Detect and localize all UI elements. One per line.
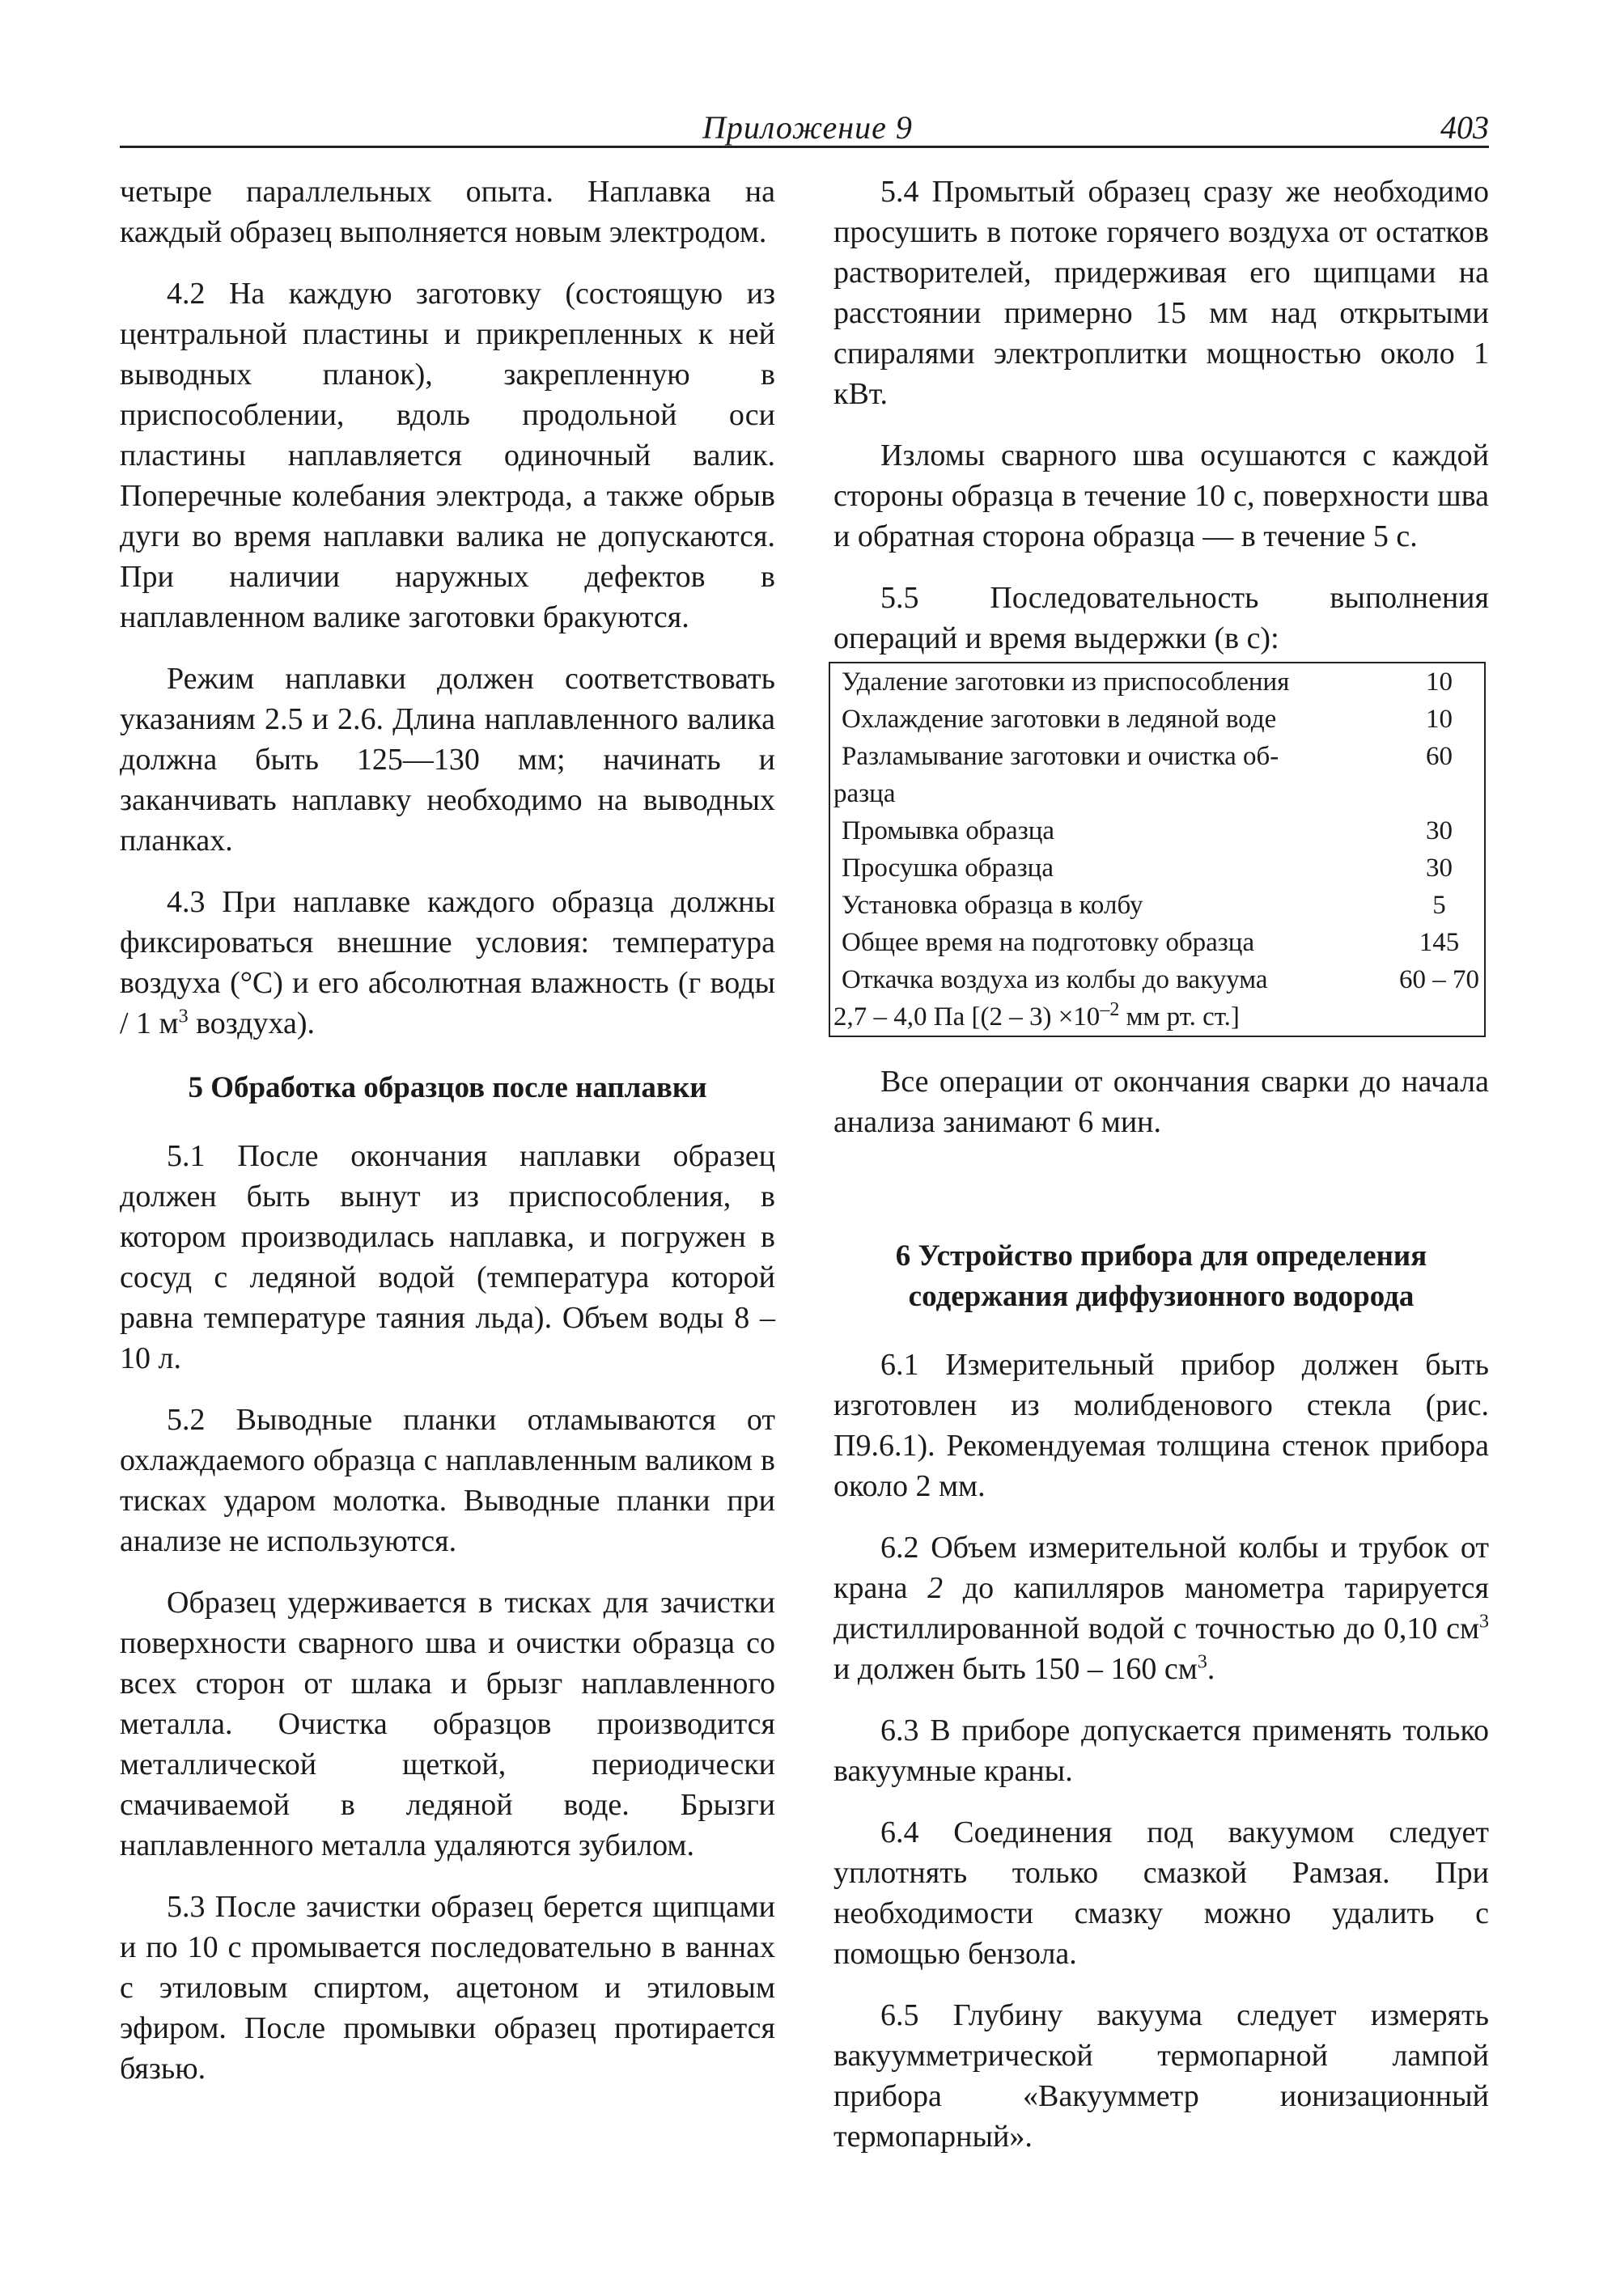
table-row xyxy=(829,701,1485,738)
paragraph-6-1: 6.1 Измерительный прибор должен быть изготовлен из молибденового стекла (рис. П9.6.1). Рекомендуемая толщина стенок прибора около 2 мм. xyxy=(833,1348,1489,1503)
table-cell-label: Удаление заготовки из приспособления xyxy=(842,667,1290,697)
paragraph-6-4: 6.4 Соединения под вакуумом следует уплотнять только смазкой Рамзая. При необходимости смазку можно удалить с помощью бензола. xyxy=(833,1815,1489,1971)
section-heading-6: 6 Устройство прибора для определения содержания диффузионного водорода xyxy=(895,1239,1427,1313)
table-row xyxy=(829,924,1485,961)
table-row xyxy=(829,775,1485,812)
table-cell-value: 60 – 70 xyxy=(1399,965,1479,994)
table-cell-value xyxy=(1394,775,1485,812)
paragraph-4-2: 4.2 На каждую заготовку (состоящую из центральной пластины и прикрепленных к ней выводных планок), закрепленную в приспособлении, вдоль продольной оси пластины наплавляется одиночный валик. Поперечные колебания электрода, а также обрыв дуги во время наплавки валика не допускаются. При наличии наружных дефектов в наплавленном валике заготовки бракуются. xyxy=(120,277,775,634)
table-row xyxy=(829,812,1485,849)
table-cell-label: Установка образца в колбу xyxy=(842,891,1143,920)
table-cell-value: 60 xyxy=(1426,742,1453,771)
paragraph: Изломы сварного шва осушаются с каждой стороны образца в течение 10 с, поверхности шва и обратная сторона образца — в течение 5 с. xyxy=(833,438,1489,553)
running-title: Приложение 9 xyxy=(702,109,913,146)
table-cell-value: 5 xyxy=(1432,891,1446,920)
paragraph-5-4: 5.4 Промытый образец сразу же необходимо просушить в потоке горячего воздуха от остатков растворителей, придерживая его щипцами на расстоянии примерно 15 мм над открытыми спиралями электроплитки мощностью около 1 кВт. xyxy=(833,175,1489,411)
table-cell-value: 30 xyxy=(1426,854,1453,883)
paragraph: Все операции от окончания сварки до начала анализа занимают 6 мин. xyxy=(833,1065,1489,1139)
table-row xyxy=(829,961,1485,998)
paragraph-4-3: 4.3 При наплавке каждого образца должны фиксироваться внешние условия: температура воздуха (°С) и его абсолютная влажность (г воды / 1 $м^3$ воздуха). xyxy=(120,885,775,1040)
table-cell-value: 145 xyxy=(1419,928,1460,957)
table-cell-label: Просушка образца xyxy=(842,854,1054,883)
table-cell-value: 30 xyxy=(1426,816,1453,845)
table-cell-label: Разламывание заготовки и очистка об- xyxy=(842,742,1279,771)
left-column xyxy=(120,172,775,2110)
page-number: 403 xyxy=(1440,109,1489,146)
table-cell-label: Общее время на подготовку образца xyxy=(842,928,1255,957)
table-row xyxy=(829,849,1485,887)
table-cell-label: разца xyxy=(833,779,896,808)
paragraph-6-2: 6.2 Объем измерительной колбы и трубок от крана 2 до капилляров манометра тарируется дистиллированной водой с точностью до 0,10 $см^3$ и должен быть 150 – 160 $см^3$. xyxy=(833,1531,1489,1686)
table-cell-label: Откачка воздуха из колбы до вакуума xyxy=(842,965,1268,994)
paragraph-5-2: 5.2 Выводные планки отламываются от охлаждаемого образца с наплавленным валиком в тисках ударом молотка. Выводные планки при анализе не используются. xyxy=(120,1403,775,1558)
section-heading-5: 5 Обработка образцов после наплавки xyxy=(188,1071,707,1104)
table-row xyxy=(829,998,1485,1036)
paragraph: Режим наплавки должен соответствовать указаниям 2.5 и 2.6. Длина наплавленного валика должна быть 125—130 мм; начинать и заканчивать наплавку необходимо на выводных планках. xyxy=(120,662,775,858)
table-cell-label: Промывка образца xyxy=(842,816,1055,845)
paragraph: Образец удерживается в тисках для зачистки поверхности сварного шва и очистки образца со всех сторон от шлака и брызг наплавленного металла. Очистка образцов производится металлической щеткой, периодически смачиваемой в ледяной воде. Брызги наплавленного металла удаляются зубилом. xyxy=(120,1586,775,1862)
paragraph: четыре параллельных опыта. Наплавка на каждый образец выполняется новым электродом. xyxy=(120,175,775,249)
right-column xyxy=(833,172,1489,2178)
table-row xyxy=(829,663,1485,701)
paragraph-5-5: 5.5 Последовательность выполнения операций и время выдержки (в с): xyxy=(833,581,1489,655)
table-cell-label: 2,7 – 4,0 Па [$(2 - 3) \times 10^{-2}$ мм рт. ст.] xyxy=(833,999,1240,1032)
paragraph-5-3: 5.3 После зачистки образец берется щипцами и по 10 с промывается последовательно в ваннах с этиловым спиртом, ацетоном и этиловым эфиром. После промывки образец протирается бязью. xyxy=(120,1890,775,2086)
paragraph-5-1: 5.1 После окончания наплавки образец должен быть вынут из приспособления, в котором производилась наплавка, и погружен в сосуд с ледяной водой (температура которой равна температуре таяния льда). Объем воды 8 – 10 л. xyxy=(120,1139,775,1375)
table-cell-value: 10 xyxy=(1426,667,1453,697)
table-row xyxy=(829,738,1485,775)
page-header xyxy=(120,105,1489,148)
paragraph-6-3: 6.3 В приборе допускается применять только вакуумные краны. xyxy=(833,1714,1489,1788)
table-cell-value: 10 xyxy=(1426,705,1453,734)
table-row xyxy=(829,887,1485,924)
operations-table xyxy=(829,662,1486,1037)
table-cell-label: Охлаждение заготовки в ледяной воде xyxy=(842,705,1277,734)
paragraph-6-5: 6.5 Глубину вакуума следует измерять вакуумметрической термопарной лампой прибора «Вакуумметр ионизационный термопарный». xyxy=(833,1998,1489,2154)
